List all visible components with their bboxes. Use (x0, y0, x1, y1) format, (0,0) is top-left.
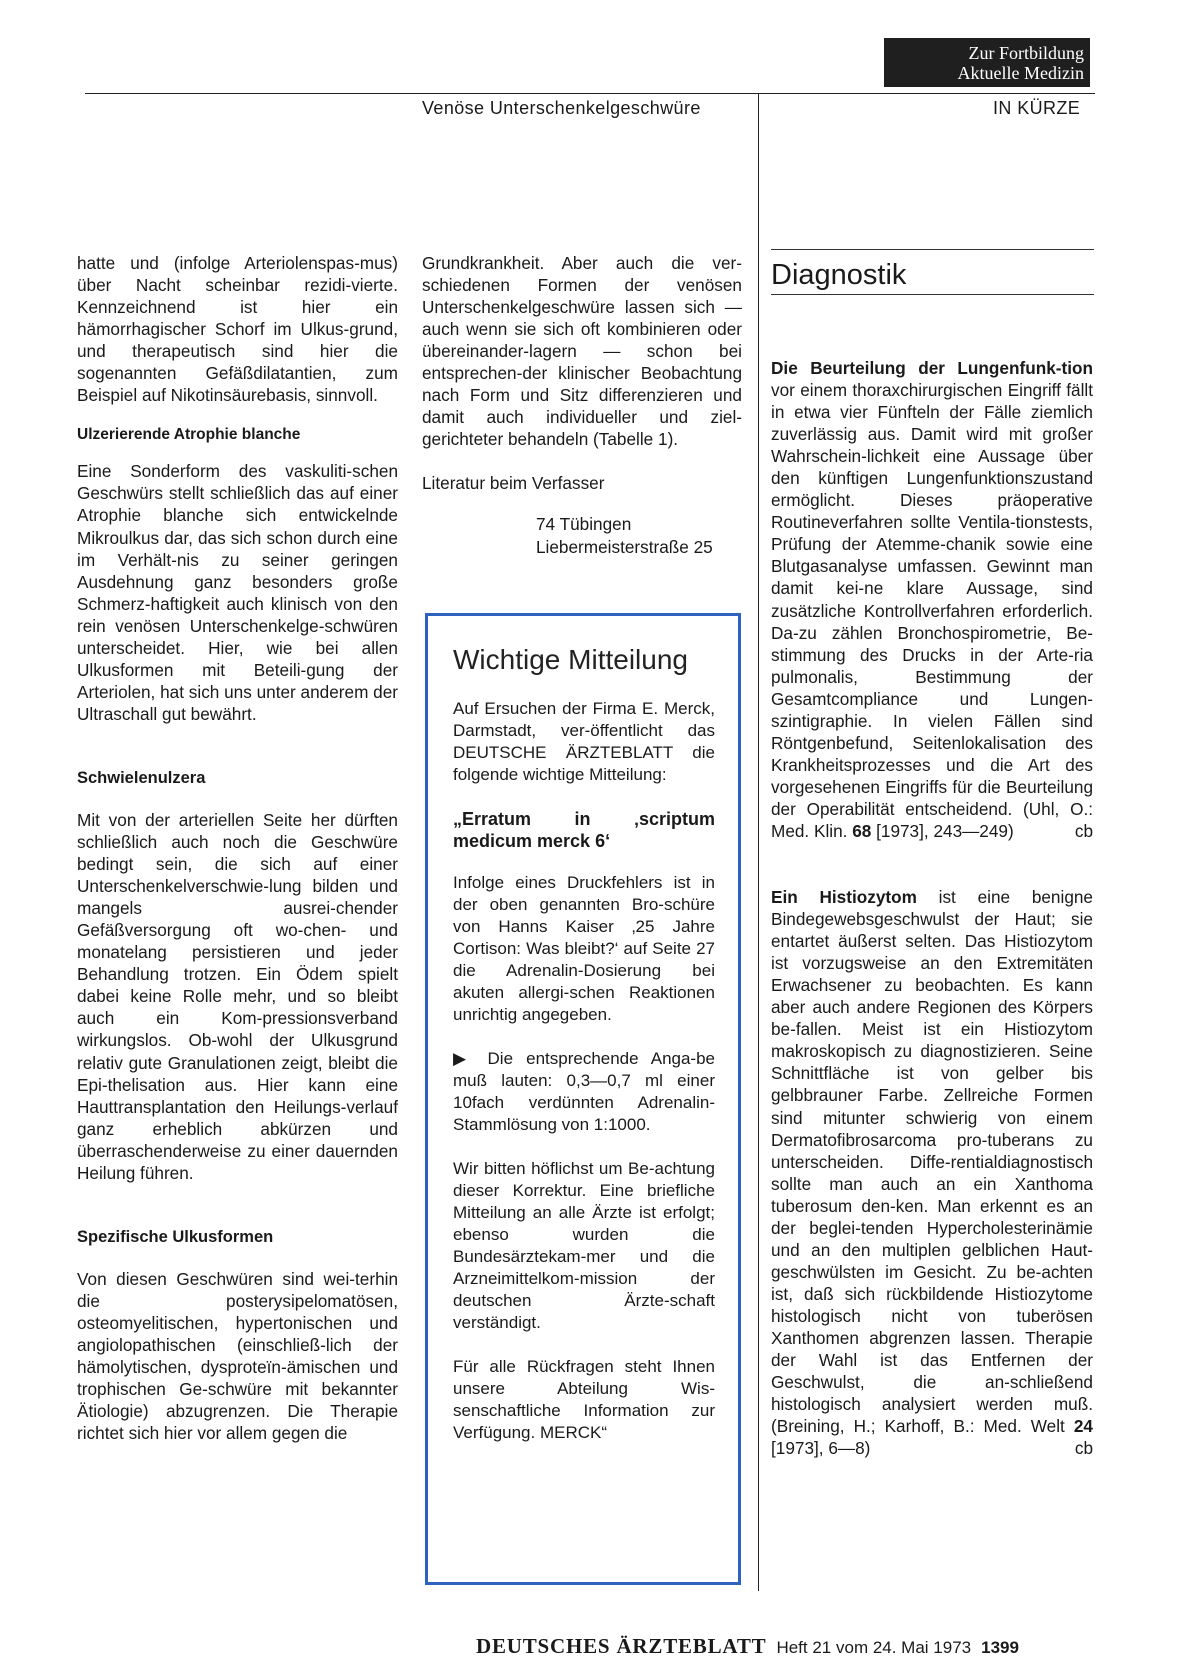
paragraph: hatte und (infolge Arteriolenspas-mus) über Nacht scheinbar rezidi-vierte. Kennzeichnend ist hier ein hämorrhagischer Schorf im Ulkus-grund, und therapeutisch sind hier die sogenannten Gefäßdilatantien, zum Beispiel auf Nikotinsäurebasis, sinnvoll. (77, 253, 398, 406)
notice-erratum-heading: „Erratum in ‚scriptum medicum merck 6‘ (453, 809, 715, 851)
column-1 (77, 252, 398, 1444)
diagnostik-rule-top (771, 249, 1094, 250)
item-text: ist eine benigne Bindegewebsgeschwulst der Haut; sie entartet äußerst selten. Das Histiozytom ist vorzugsweise an den Extremitäten Erwachsener zu beobachten. Es kann aber auch andere Regionen des Körpers be-fallen. Meist ist ein Histiozytom makroskopisch zu diagnostizieren. Seine Schnittfläche ist von gelber bis gelbbrauner Farbe. Zellreiche Formen sind mitunter schwierig von einem Dermatofibrosarcoma pro-tuberans zu unterscheiden. Diffe-rentialdiagnostisch sollte man auch an ein Xanthoma tuberosum den-ken. Man erkennt es an der beglei-tenden Hypercholesterinämie und an den multiplen gelblichen Haut-geschwülsten im Gesicht. Zu be-achten ist, daß sich rückbildende Histiozytome histologisch nicht von tuberösen Xanthomen abgrenzen lassen. Therapie der Wahl ist das Entfernen der Geschwulst, die an-schließend histologisch analysiert werden muß. (Breining, H.; Karhoff, B.: Med. Welt (771, 887, 1093, 1437)
item-lead: Die Beurteilung der Lungenfunk-tion (771, 358, 1093, 378)
paragraph: Grundkrankheit. Aber auch die ver-schiedenen Formen der venösen Unterschenkelgeschwüre lassen sich — auch wenn sie sich oft kombinieren oder übereinander-lagern — schon bei entsprechen-der klinischer Beobachtung nach Form und Sitz differenzieren und damit auch individueller und ziel-gerichteter behandeln (Tabelle 1). (422, 253, 742, 450)
reference-volume: 68 (852, 820, 872, 841)
paragraph: Von diesen Geschwüren sind wei-terhin die posterysipelomatösen, osteomyelitischen, hypertonischen und angiolopathischen (einschließ-lich der hämolytischen, dysproteïn-ämischen und trophischen Ge-schwüre mit bekannter Ätiologie) abzugrenzen. Die Therapie richtet sich hier vor allem gegen die (77, 1268, 398, 1444)
arrow-right-icon: ▶ (453, 1049, 475, 1068)
badge-line-1: Zur Fortbildung (968, 43, 1084, 63)
subheading: Spezifische Ulkusformen (77, 1227, 274, 1246)
header-rule (85, 93, 1095, 94)
section-badge (884, 38, 1090, 87)
author-initials: cb (1074, 820, 1093, 841)
subheading: Schwielenulzera (77, 768, 206, 787)
notice-title: Wichtige Mitteilung (453, 644, 688, 675)
notice-paragraph: Wir bitten höflichst um Be-achtung dieser Korrektur. Eine briefliche Mitteilung an alle Ärzte ist erfolgt; ebenso wurden die Bundesärztekam-mer und die Arzneimittelkom-mission der deutschen Ärzte-schaft verständigt. (453, 1159, 715, 1332)
page-number: 1399 (981, 1638, 1019, 1657)
notice-box (425, 613, 741, 1585)
column-divider (758, 93, 759, 1591)
item-lung-function (771, 357, 1093, 842)
item-histiocytoma (771, 886, 1093, 1459)
magazine-name: DEUTSCHES ÄRZTEBLATT (476, 1634, 767, 1658)
reference-detail: [1973], 243—249) (876, 820, 1014, 841)
diagnostik-title: Diagnostik (771, 259, 907, 291)
notice-paragraph (453, 1048, 715, 1136)
notice-intro: Auf Ersuchen der Firma E. Merck, Darmstadt, ver-öffentlicht das DEUTSCHE ÄRZTEBLATT die folgende wichtige Mitteilung: (453, 699, 715, 784)
notice-paragraph: Für alle Rückfragen steht Ihnen unsere Abteilung Wis-senschaftliche Information zur Verfügung. MERCK“ (453, 1357, 715, 1442)
column-2 (422, 252, 742, 558)
notice-paragraph: Infolge eines Druckfehlers ist in der oben genannten Bro-schüre von Hanns Kaiser ‚25 Jahre Cortison: Was bleibt?‘ auf Seite 27 die Adrenalin-Dosierung bei akuten allergi-schen Reaktionen unrichtig angegeben. (453, 873, 715, 1024)
notice-dosage: Die entsprechende Anga-be muß lauten: 0,3—0,7 ml einer 10fach verdünnten Adrenalin-Stammlösung von 1:1000. (453, 1049, 716, 1134)
running-title: Venöse Unterschenkelgeschwüre (422, 98, 701, 118)
subheading: Ulzerierende Atrophie blanche (77, 426, 301, 444)
author-address-line2: Liebermeisterstraße 25 (536, 536, 713, 557)
author-address-line1: 74 Tübingen (536, 514, 632, 535)
item-text: vor einem thoraxchirurgischen Eingriff fällt in etwa vier Fünfteln der Fälle ziemlich zuverlässig aus. Damit wird mit großer Wahrschein-lichkeit eine Aussage über den künftigen Lungenfunktionszustand ermöglicht. Dieses präoperative Routineverfahren sollte Ventila-tionstests, Prüfung der Atemme-chanik sowie eine Blutgasanalyse umfassen. Gewinnt man damit kei-ne klare Aussage, sind zusätzliche Kontrollverfahren erforderlich. Da-zu zählen Bronchospirometrie, Be-stimmung des Drucks in der Arte-ria pulmonalis, Bestimmung der Gesamtcompliance und Lungen-szintigraphie. In vielen Fällen sind Röntgenbefund, Seitenlokalisation des Krankheitsprozesses und die Art des vorgesehenen Eingriffs für die Beurteilung der Operabilität entscheidend. (Uhl, O.: Med. Klin. (771, 380, 1093, 841)
literature-note: Literatur beim Verfasser (422, 473, 605, 494)
author-initials: cb (1074, 1438, 1093, 1459)
item-lead: Ein Histiozytom (771, 887, 917, 908)
diagnostik-rule-bottom (771, 294, 1094, 295)
badge-line-2: Aktuelle Medizin (957, 63, 1084, 83)
running-section: IN KÜRZE (993, 98, 1081, 118)
paragraph: Eine Sonderform des vaskuliti-schen Geschwürs stellt schließlich das auf einer Atrophie blanche sich entwickelnde Mikroulkus dar, das sich schon durch eine im Verhält-nis zu seiner geringen Ausdehnung ganz besonders große Schmerz-haftigkeit auch klinisch von den rein venösen Unterschenkelge-schwüren unterscheidet. Hier, wie bei allen Ulkusformen mit Beteili-gung der Arteriolen, hat sich uns unter anderem der Ultraschall gut bewährt. (77, 461, 399, 724)
reference-detail: [1973], 6—8) (771, 1438, 871, 1459)
reference-volume: 24 (1073, 1416, 1093, 1437)
issue-info: Heft 21 vom 24. Mai 1973 (776, 1638, 972, 1657)
page-footer (476, 1634, 1019, 1659)
column-3 (771, 357, 1093, 1459)
paragraph: Mit von der arteriellen Seite her dürften schließlich auch noch die Geschwüre bedingt sein, die sich auf einer Unterschenkelverschwie-lung bilden und mangels ausrei-chender Gefäßversorgung oft wo-chen- und monatelang persistieren und jeder Behandlung trotzen. Ein Ödem spielt dabei keine Rolle mehr, und so bleibt auch ein Kom-pressionsverband wirkungslos. Ob-wohl der Ulkusgrund relativ gute Granulationen zeigt, bleibt die Epi-thelisation aus. Hier kann eine Hauttransplantation den Heilungs-verlauf ganz erheblich abkürzen und überraschenderweise zu einer dauernden Heilung führen. (77, 809, 398, 1183)
